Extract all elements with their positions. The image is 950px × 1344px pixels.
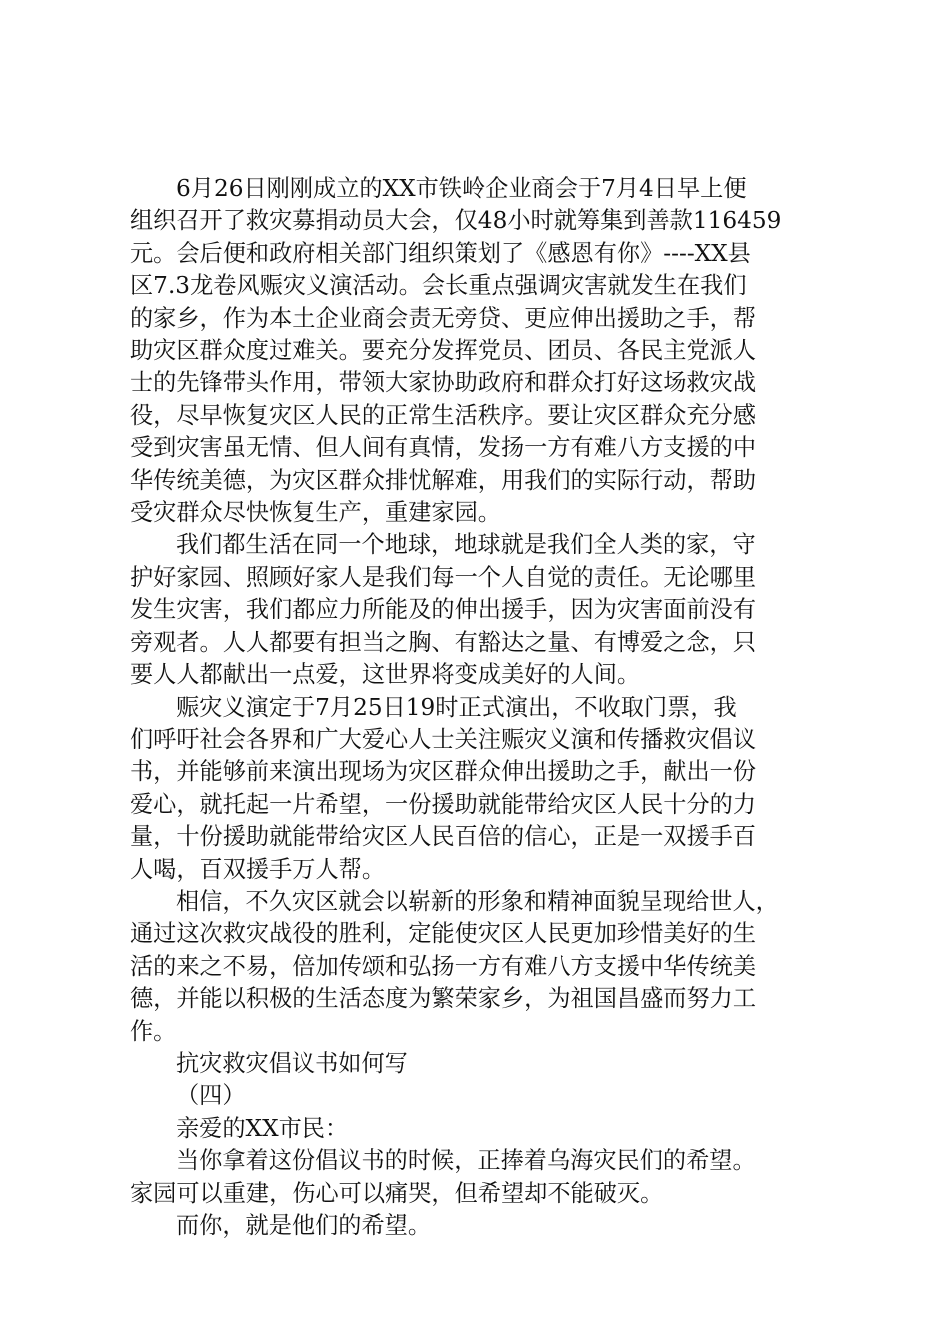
salutation: 亲爱的XX市民： <box>176 1114 349 1142</box>
paragraph-you-are-hope: 而你，就是他们的希望。 <box>176 1212 432 1239</box>
paragraph-believe: 相信，不久灾区就会以崭新的形象和精神面貌呈现给世人， 通过这次救灾战役的胜利，定能使灾区人民更加珍惜美好的生 活的来之不易，倍加传颂和弘扬一方有难八方支援中华传统美 德，并能以积极的生活态度为繁荣家乡，为祖国昌盛而努力工 作。 <box>130 887 779 1045</box>
paragraph-charity-performance: 赈灾义演定于7月25日19时正式演出，不收取门票，我 们呼吁社会各界和广大爱心人士关注赈灾义演和传播救灾倡议 书，并能够前来演出现场为灾区群众伸出援助之手，献出一份 爱心，就托起一片希望，一份援助就能带给灾区人民十分的力 量，十份援助就能带给灾区人民百倍的信心，正是一双援手百 人喝，百双援手万人帮。 <box>130 693 757 883</box>
section-number: （四） <box>176 1082 246 1110</box>
paragraph-hope: 当你拿着这份倡议书的时候，正捧着乌海灾民们的希望。 家园可以重建，伤心可以痛哭，但希望却不能破灭。 <box>130 1147 756 1207</box>
section-heading: 抗灾救灾倡议书如何写 <box>176 1049 408 1077</box>
paragraph-relief-meeting: 6月26日刚刚成立的XX市铁岭企业商会于7月4日早上便 组织召开了救灾募捐动员大会，仅48小时就筹集到善款116459 元。会后便和政府相关部门组织策划了《感恩有你》----XX县 区7.3龙卷风赈灾义演活动。会长重点强调灾害就发生在我们 的家乡，作为本土企业商会责无旁贷、更应伸出援助之手，帮 助灾区群众度过难关。要充分发挥党员、团员、各民主党派人 士的先锋带头作用，带领大家协助政府和群众打好这场救灾战 役，尽早恢复灾区人民的正常生活秩序。要让灾区群众充分感 受到灾害虽无情、但人间有真情，发扬一方有难八方支援的中 华传统美德，为灾区群众排忧解难，用我们的实际行动，帮助 受灾群众尽快恢复生产，重建家园。 <box>130 175 782 527</box>
paragraph-one-earth: 我们都生活在同一个地球，地球就是我们全人类的家，守 护好家园、照顾好家人是我们每一个人自觉的责任。无论哪里 发生灾害，我们都应力所能及的伸出援手，因为灾害面前没有 旁观者。人人都要有担当之胸、有豁达之量、有博爱之念，只 要人人都献出一点爱，这世界将变成美好的人间。 <box>130 531 757 689</box>
document-page <box>130 173 830 1242</box>
